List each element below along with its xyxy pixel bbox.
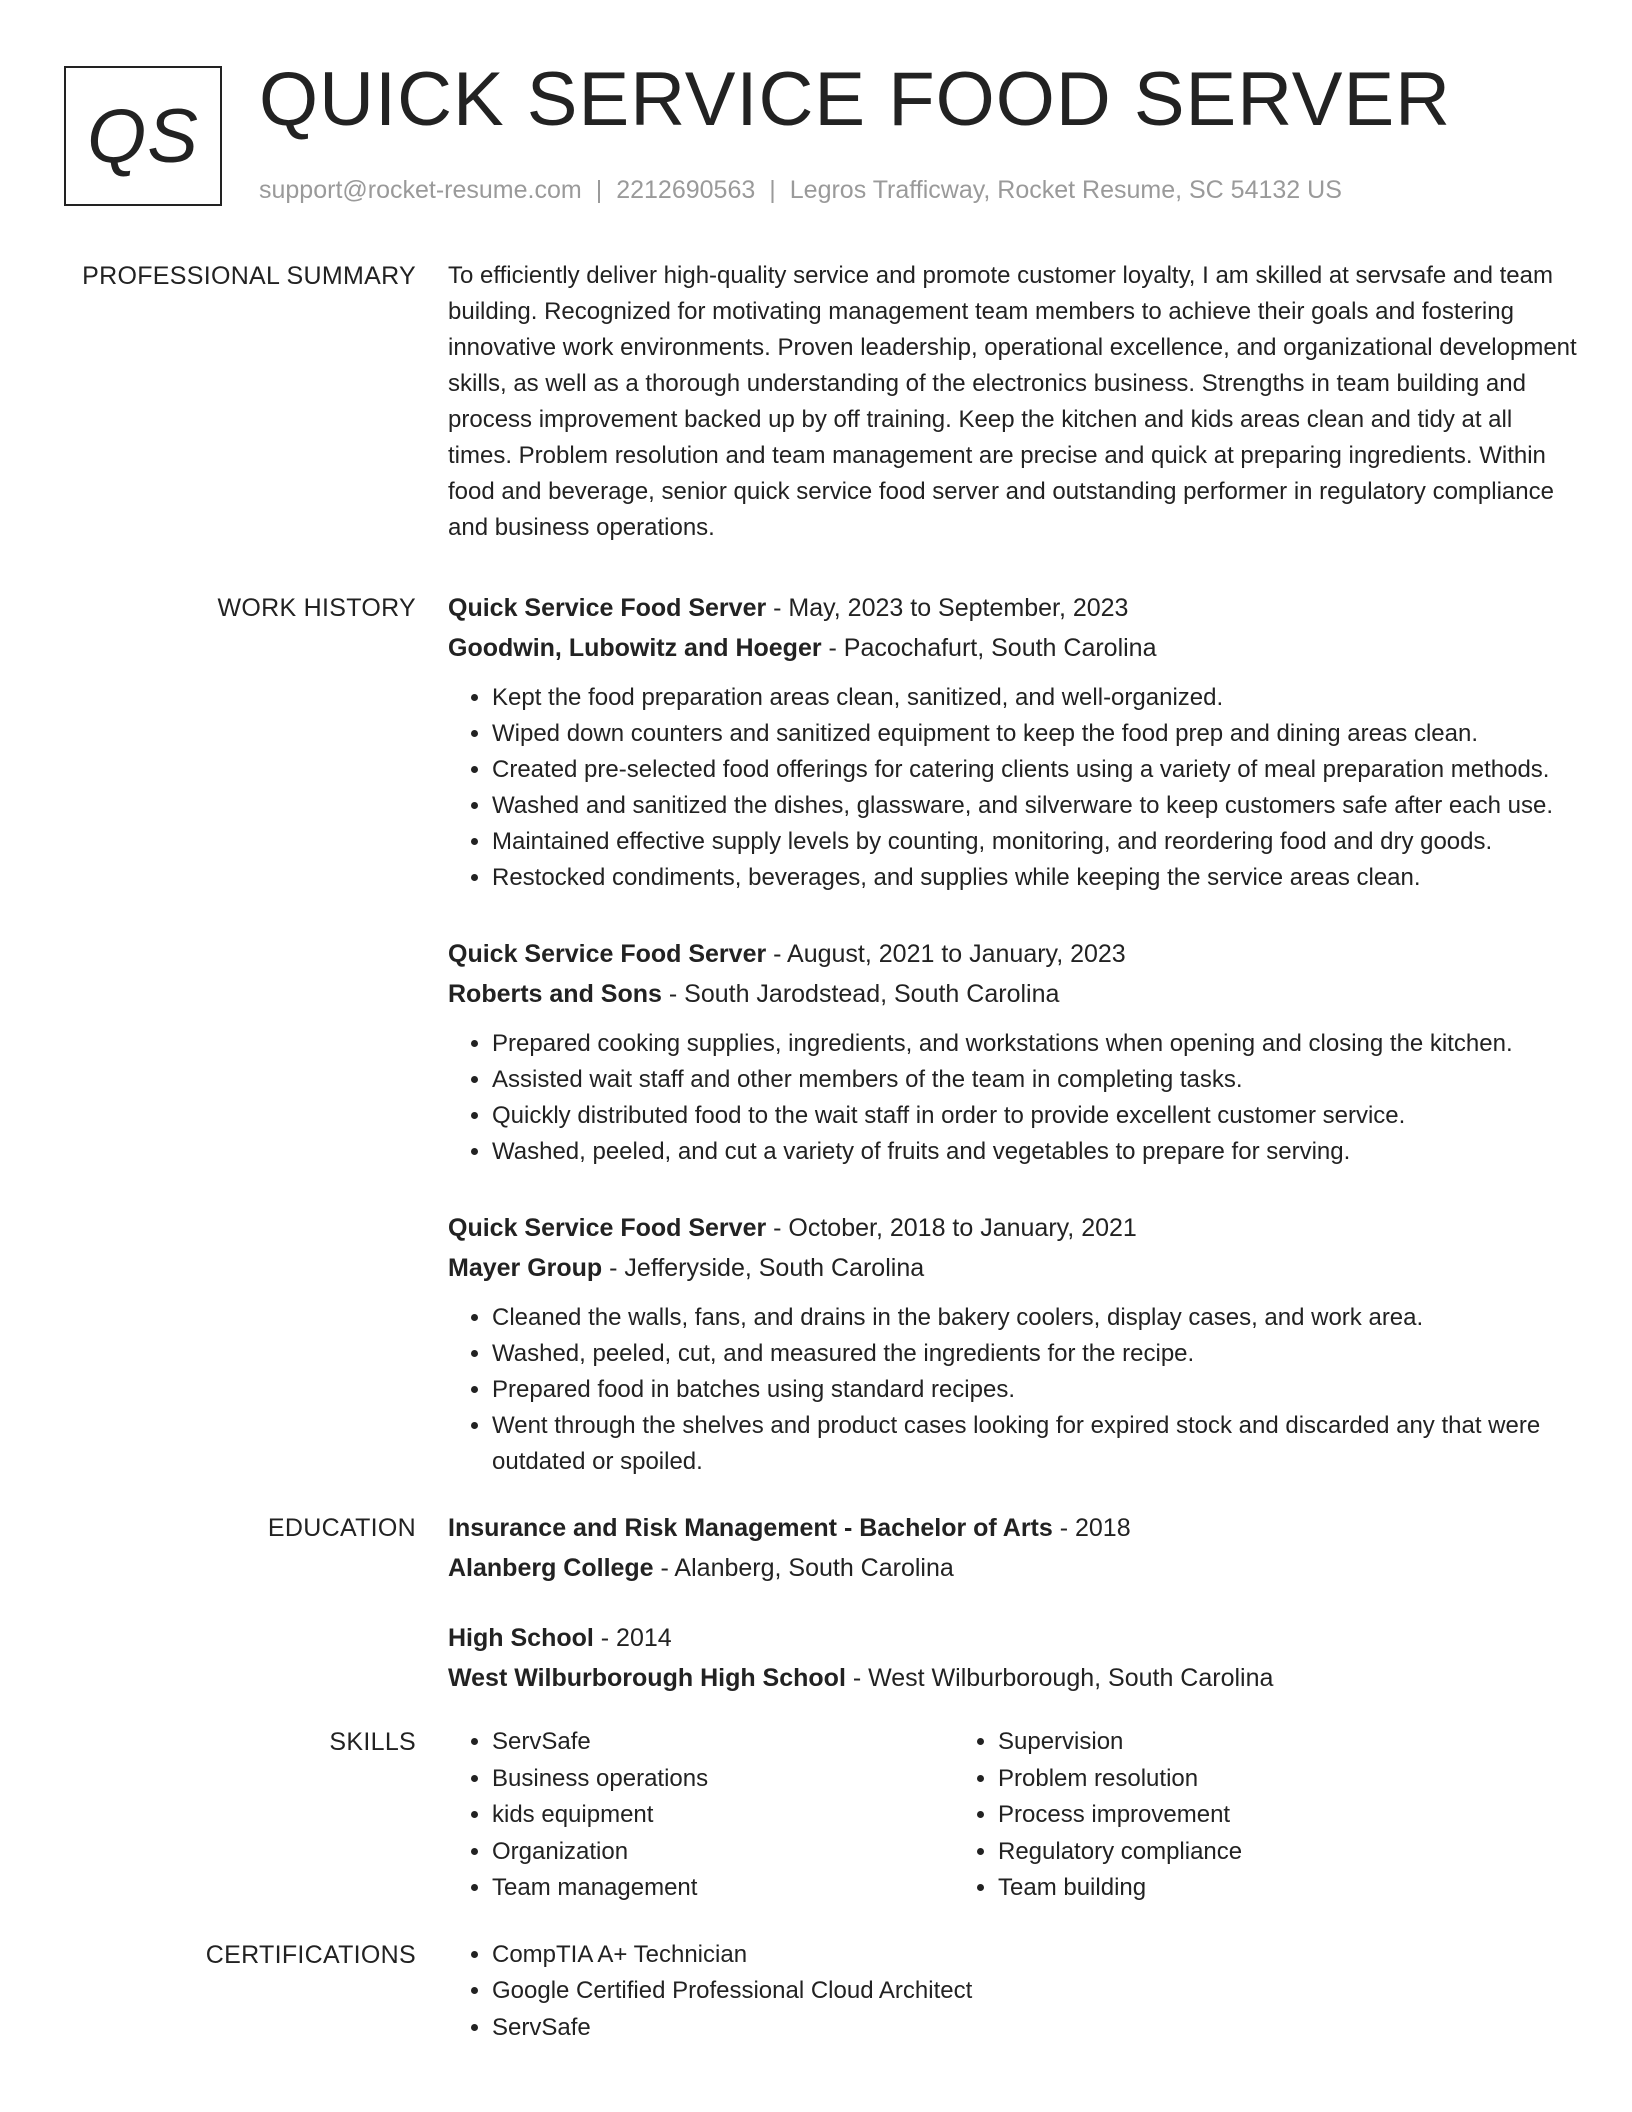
list-item: • Cleaned the walls, fans, and drains in the bakery coolers, display cases, and work area.	[492, 1300, 1578, 1336]
job-company: Goodwin, Lubowitz and Hoeger	[448, 634, 822, 662]
education-school: Alanberg College	[448, 1554, 654, 1582]
list-item: • ServSafe	[492, 1724, 954, 1761]
job-bullets	[448, 680, 1578, 896]
education-school: West Wilburborough High School	[448, 1664, 846, 1692]
contact-line	[259, 176, 1342, 205]
contact-email[interactable]: support@rocket-resume.com	[259, 176, 582, 204]
job-dates: - August, 2021 to January, 2023	[766, 940, 1126, 968]
skills-section	[0, 1724, 1632, 1907]
job-bullets	[448, 1026, 1578, 1170]
section-label-summary: PROFESSIONAL SUMMARY	[82, 262, 416, 290]
summary-body	[448, 258, 1578, 546]
summary-section	[0, 258, 1632, 546]
list-item: • Assisted wait staff and other members of the team in completing tasks.	[492, 1062, 1578, 1098]
education-section	[0, 1508, 1632, 1724]
list-item: • Restocked condiments, beverages, and supplies while keeping the service areas clean.	[492, 860, 1578, 896]
education-year: - 2018	[1052, 1514, 1131, 1542]
job-title-line	[448, 588, 1578, 628]
list-item: • CompTIA A+ Technician	[492, 1937, 1578, 1974]
work-history-section	[0, 588, 1632, 1508]
list-item: • Quickly distributed food to the wait staff in order to provide excellent customer service.	[492, 1098, 1578, 1134]
list-item: • Team building	[998, 1870, 1460, 1907]
job-company-line	[448, 1248, 1578, 1288]
job-company: Mayer Group	[448, 1254, 603, 1282]
job-bullets	[448, 1300, 1578, 1480]
job-location: - Pacochafurt, South Carolina	[821, 634, 1157, 662]
skills-body	[448, 1724, 1578, 1907]
list-item: • Created pre-selected food offerings for catering clients using a variety of meal preparation methods.	[492, 752, 1578, 788]
list-item: • Supervision	[998, 1724, 1460, 1761]
list-item: • Washed, peeled, and cut a variety of fruits and vegetables to prepare for serving.	[492, 1134, 1578, 1170]
resume-sections	[0, 258, 1632, 2046]
job-title: Quick Service Food Server	[448, 940, 767, 968]
job-dates: - October, 2018 to January, 2021	[766, 1214, 1137, 1242]
list-item: • Wiped down counters and sanitized equipment to keep the food prep and dining areas clean.	[492, 716, 1578, 752]
job-location: - South Jarodstead, South Carolina	[661, 980, 1060, 1008]
list-item: • Problem resolution	[998, 1761, 1460, 1798]
job-dates: - May, 2023 to September, 2023	[766, 594, 1129, 622]
education-school-line	[448, 1658, 1578, 1698]
list-item: • Maintained effective supply levels by counting, monitoring, and reordering food and dry goods.	[492, 824, 1578, 860]
education-year: - 2014	[593, 1624, 672, 1652]
list-item: • Business operations	[492, 1761, 954, 1798]
list-item: • ServSafe	[492, 2010, 1578, 2047]
list-item: • Process improvement	[998, 1797, 1460, 1834]
skills-list-left	[448, 1724, 954, 1907]
education-location: - West Wilburborough, South Carolina	[845, 1664, 1274, 1692]
section-label-skills: SKILLS	[329, 1728, 416, 1756]
job-title-line	[448, 1208, 1578, 1248]
list-item: • Kept the food preparation areas clean, sanitized, and well-organized.	[492, 680, 1578, 716]
education-degree-line	[448, 1618, 1578, 1658]
job-company-line	[448, 974, 1578, 1014]
certifications-section	[0, 1937, 1632, 2047]
job-title: Quick Service Food Server	[448, 1214, 767, 1242]
list-item: • Team management	[492, 1870, 954, 1907]
certifications-list	[448, 1937, 1578, 2047]
job-entry	[448, 934, 1578, 1170]
initials-monogram: QS	[64, 66, 222, 206]
summary-text: To efficiently deliver high-quality service and promote customer loyalty, I am skilled at servsafe and team building. Recognized for motivating management team members to achieve their goals and fostering innovative work environments. Proven leadership, operational excellence, and organizational development skills, as well as a thorough understanding of the electronics business. Strengths in team building and process improvement backed up by off training. Keep the kitchen and kids areas clean and tidy at all times. Problem resolution and team management are precise and quick at preparing ingredients. Within food and beverage, senior quick service food server and outstanding performer in regulatory compliance and business operations.	[448, 262, 1577, 541]
list-item: • Google Certified Professional Cloud Architect	[492, 1973, 1578, 2010]
skills-grid	[448, 1724, 1578, 1907]
list-item: • Washed, peeled, cut, and measured the ingredients for the recipe.	[492, 1336, 1578, 1372]
education-school-line	[448, 1548, 1578, 1588]
job-location: - Jefferyside, South Carolina	[602, 1254, 925, 1282]
contact-address: Legros Trafficway, Rocket Resume, SC 54132 US	[789, 176, 1342, 204]
job-company-line	[448, 628, 1578, 668]
job-title-line	[448, 934, 1578, 974]
list-item: • Regulatory compliance	[998, 1834, 1460, 1871]
education-degree: High School	[448, 1624, 594, 1652]
list-item: • Organization	[492, 1834, 954, 1871]
list-item: • Prepared cooking supplies, ingredients, and workstations when opening and closing the kitchen.	[492, 1026, 1578, 1062]
education-body	[448, 1508, 1578, 1724]
education-entry	[448, 1508, 1578, 1588]
contact-separator: |	[595, 176, 603, 204]
list-item: • Went through the shelves and product cases looking for expired stock and discarded any that were outdated or spoiled.	[492, 1408, 1578, 1480]
job-entry	[448, 588, 1578, 896]
list-item: • Washed and sanitized the dishes, glassware, and silverware to keep customers safe after each use.	[492, 788, 1578, 824]
section-label-work-history: WORK HISTORY	[217, 594, 416, 622]
education-degree: Insurance and Risk Management - Bachelor of Arts	[448, 1514, 1053, 1542]
contact-phone[interactable]: 2212690563	[616, 176, 756, 204]
job-company: Roberts and Sons	[448, 980, 662, 1008]
list-item: • kids equipment	[492, 1797, 954, 1834]
education-degree-line	[448, 1508, 1578, 1548]
resume-name-title: QUICK SERVICE FOOD SERVER	[259, 57, 1452, 142]
section-label-education: EDUCATION	[267, 1514, 416, 1542]
education-entry	[448, 1618, 1578, 1698]
certifications-body	[448, 1937, 1578, 2047]
work-history-body	[448, 588, 1578, 1508]
contact-separator: |	[769, 176, 776, 204]
skills-list-right	[954, 1724, 1460, 1907]
list-item: • Prepared food in batches using standard recipes.	[492, 1372, 1578, 1408]
education-location: - Alanberg, South Carolina	[653, 1554, 954, 1582]
job-entry	[448, 1208, 1578, 1480]
section-label-certifications: CERTIFICATIONS	[205, 1940, 416, 1969]
job-title: Quick Service Food Server	[448, 594, 767, 622]
